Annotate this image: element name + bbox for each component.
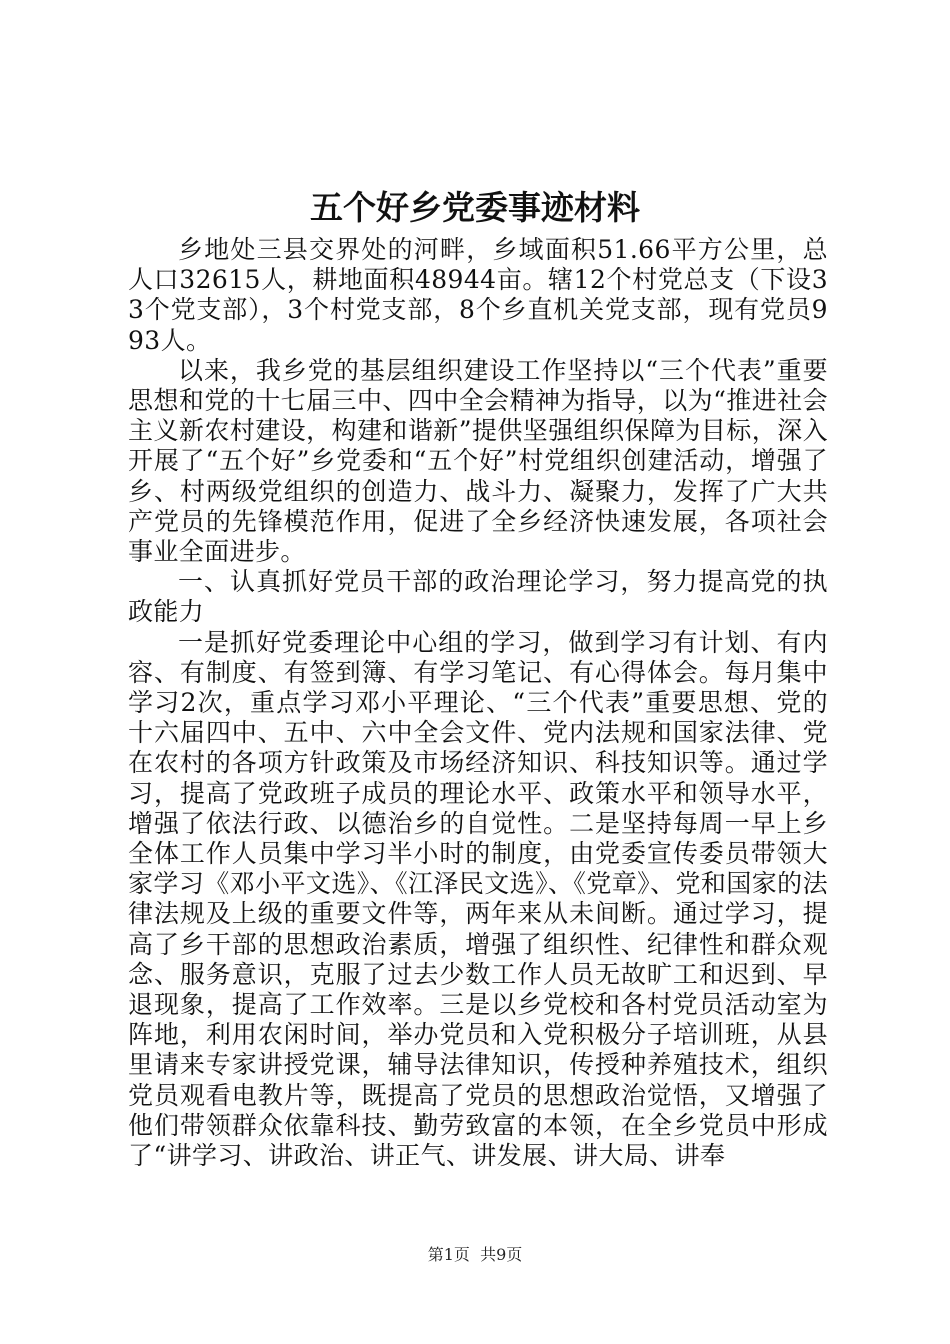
page-total: 共9页 bbox=[480, 1245, 523, 1264]
paragraph-overview: 乡地处三县交界处的河畔，乡域面积51.66平方公里，总人口32615人，耕地面积48944亩。辖12个村党总支（下设33个党支部），3个村党支部，8个乡直机关党支部，现有党员993人。 bbox=[128, 235, 828, 355]
page-number: 第1页 bbox=[427, 1245, 470, 1264]
paragraph-section-one-body: 一是抓好党委理论中心组的学习，做到学习有计划、有内容、有制度、有签到簿、有学习笔记、有心得体会。每月集中学习2次，重点学习邓小平理论、“三个代表”重要思想、党的十六届四中、五中、六中全会文件、党内法规和国家法律、党在农村的各项方针政策及市场经济知识、科技知识等。通过学习，提高了党政班子成员的理论水平、政策水平和领导水平，增强了依法行政、以德治乡的自觉性。二是坚持每周一早上乡全体工作人员集中学习半小时的制度，由党委宣传委员带领大家学习《邓小平文选》、《江泽民文选》、《党章》、党和国家的法律法规及上级的重要文件等，两年来从未间断。通过学习，提高了乡干部的思想政治素质，增强了组织性、纪律性和群众观念、服务意识，克服了过去少数工作人员无故旷工和迟到、早退现象，提高了工作效率。三是以乡党校和各村党员活动室为阵地，利用农闲时间，举办党员和入党积极分子培训班，从县里请来专家讲授党课，辅导法律知识，传授种养殖技术，组织党员观看电教片等，既提高了党员的思想政治觉悟，又增强了他们带领群众依靠科技、勤劳致富的本领，在全乡党员中形成了“讲学习、讲政治、讲正气、讲发展、讲大局、讲奉 bbox=[128, 627, 828, 1171]
section-heading-one: 一、认真抓好党员干部的政治理论学习，努力提高党的执政能力 bbox=[128, 567, 828, 627]
paragraph-introduction: 以来，我乡党的基层组织建设工作坚持以“三个代表”重要思想和党的十七届三中、四中全会精神为指导，以为“推进社会主义新农村建设，构建和谐新”提供坚强组织保障为目标，深入开展了“五个好”乡党委和“五个好”村党组织创建活动，增强了乡、村两级党组织的创造力、战斗力、凝聚力，发挥了广大共产党员的先锋模范作用，促进了全乡经济快速发展，各项社会事业全面进步。 bbox=[128, 355, 828, 567]
document-body bbox=[128, 235, 828, 1171]
page-footer bbox=[0, 1245, 950, 1265]
document-title: 五个好乡党委事迹材料 bbox=[310, 188, 640, 227]
